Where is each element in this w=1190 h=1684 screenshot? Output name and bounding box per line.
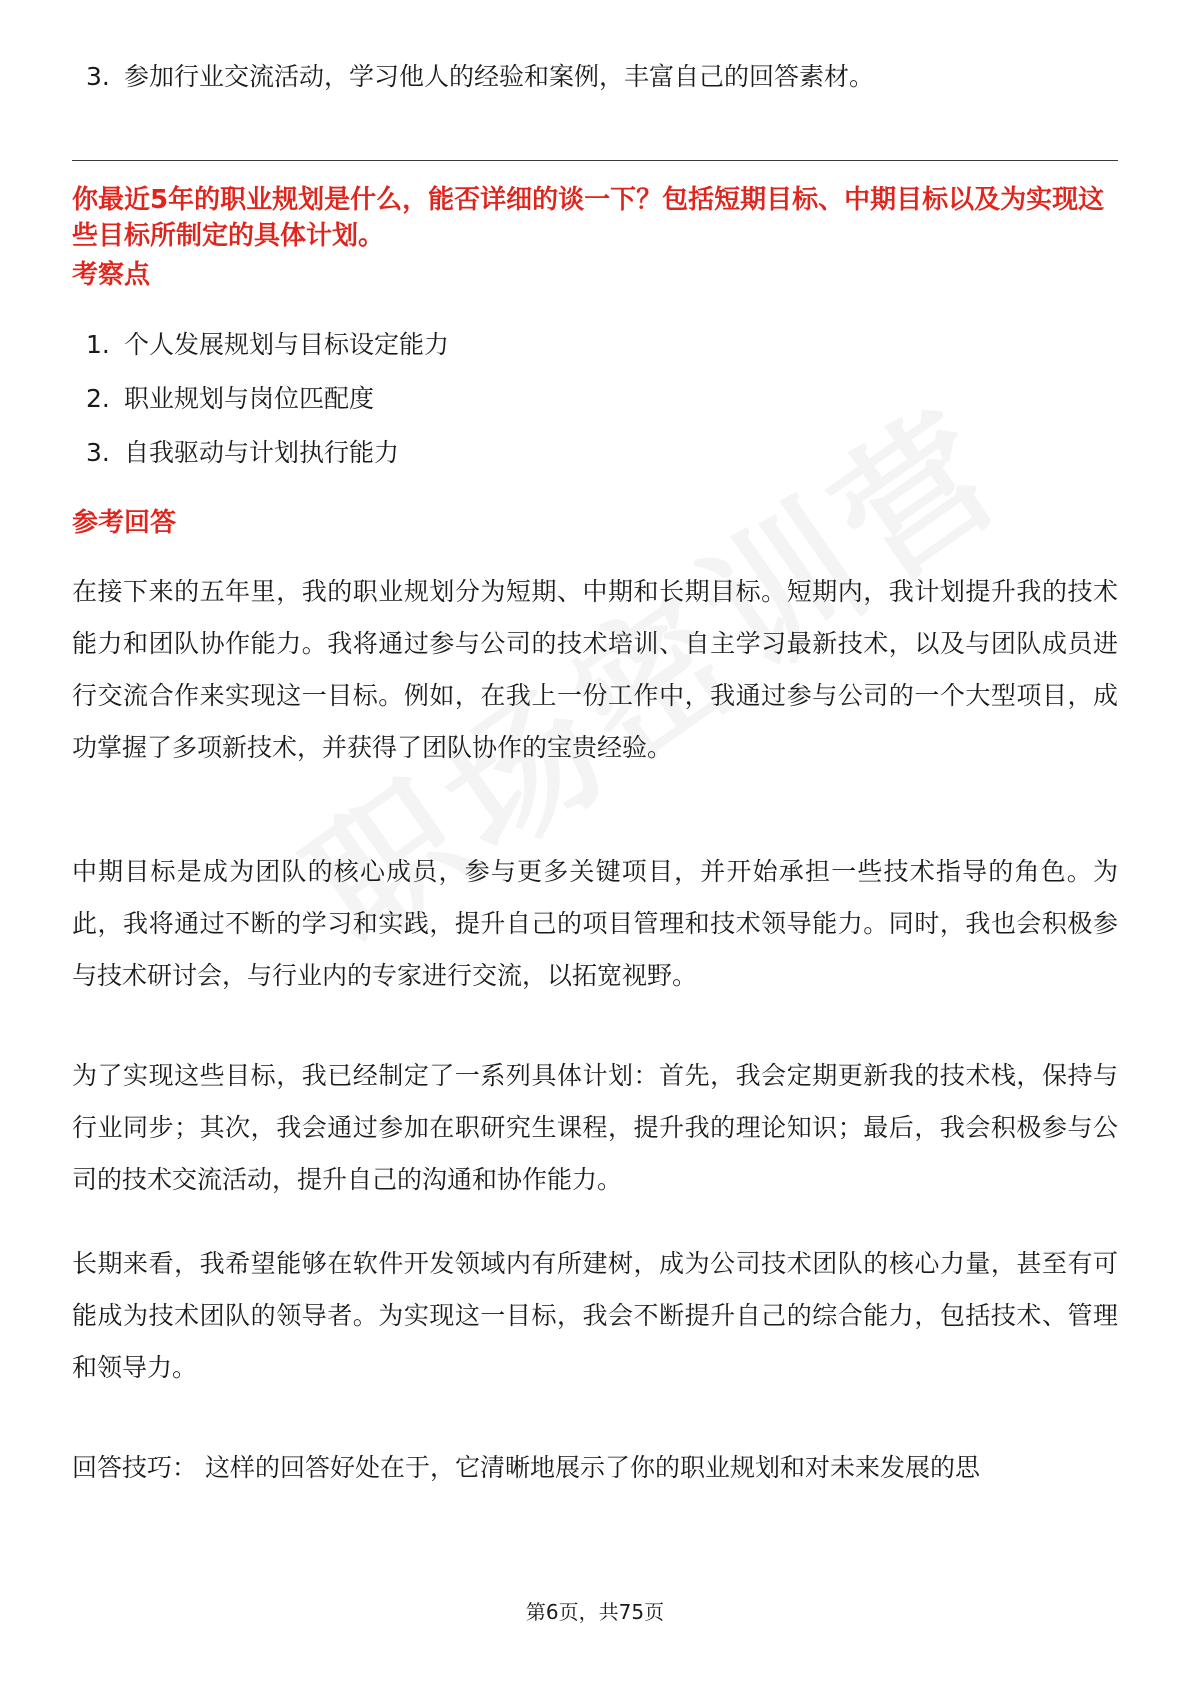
list-item bbox=[72, 62, 1170, 92]
list-item bbox=[72, 384, 1118, 414]
question-title: 你最近5年的职业规划是什么，能否详细的谈一下？包括短期目标、中期目标以及为实现这些目标所制定的具体计划。 bbox=[72, 185, 1105, 251]
list-text: 个人发展规划与目标设定能力 bbox=[124, 330, 450, 359]
answer-paragraph: 长期来看，我希望能够在软件开发领域内有所建树，成为公司技术团队的核心力量，甚至有可能成为技术团队的领导者。为实现这一目标，我会不断提升自己的综合能力，包括技术、管理和领导力。 bbox=[72, 1249, 1118, 1382]
answer-paragraph: 为了实现这些目标，我已经制定了一系列具体计划：首先，我会定期更新我的技术栈，保持与行业同步；其次，我会通过参加在职研究生课程，提升我的理论知识；最后，我会积极参与公司的技术交流活动，提升自己的沟通和协作能力。 bbox=[72, 1061, 1118, 1194]
page-number: 第6页，共75页 bbox=[525, 1600, 665, 1624]
list-number: 1. bbox=[86, 330, 110, 359]
section-divider bbox=[72, 160, 1118, 161]
list-text: 参加行业交流活动，学习他人的经验和案例，丰富自己的回答素材。 bbox=[124, 62, 875, 91]
list-number: 3. bbox=[86, 438, 110, 467]
list-item bbox=[72, 330, 1118, 360]
tips-paragraph: 回答技巧： 这样的回答好处在于，它清晰地展示了你的职业规划和对未来发展的思 bbox=[72, 1453, 980, 1482]
examine-list bbox=[72, 330, 1118, 492]
answer-paragraph: 中期目标是成为团队的核心成员，参与更多关键项目，并开始承担一些技术指导的角色。为此，我将通过不断的学习和实践，提升自己的项目管理和技术领导能力。同时，我也会积极参与技术研讨会，与行业内的专家进行交流，以拓宽视野。 bbox=[72, 857, 1118, 990]
answer-heading: 参考回答 bbox=[72, 508, 177, 538]
answer-paragraph: 在接下来的五年里，我的职业规划分为短期、中期和长期目标。短期内，我计划提升我的技术能力和团队协作能力。我将通过参与公司的技术培训、自主学习最新技术，以及与团队成员进行交流合作来实现这一目标。例如，在我上一份工作中，我通过参与公司的一个大型项目，成功掌握了多项新技术，并获得了团队协作的宝贵经验。 bbox=[72, 577, 1118, 762]
list-item bbox=[72, 438, 1118, 468]
list-number: 3. bbox=[86, 62, 110, 91]
list-text: 职业规划与岗位匹配度 bbox=[124, 384, 375, 413]
examine-heading: 考察点 bbox=[72, 260, 151, 290]
list-number: 2. bbox=[86, 384, 110, 413]
list-text: 自我驱动与计划执行能力 bbox=[124, 438, 400, 467]
